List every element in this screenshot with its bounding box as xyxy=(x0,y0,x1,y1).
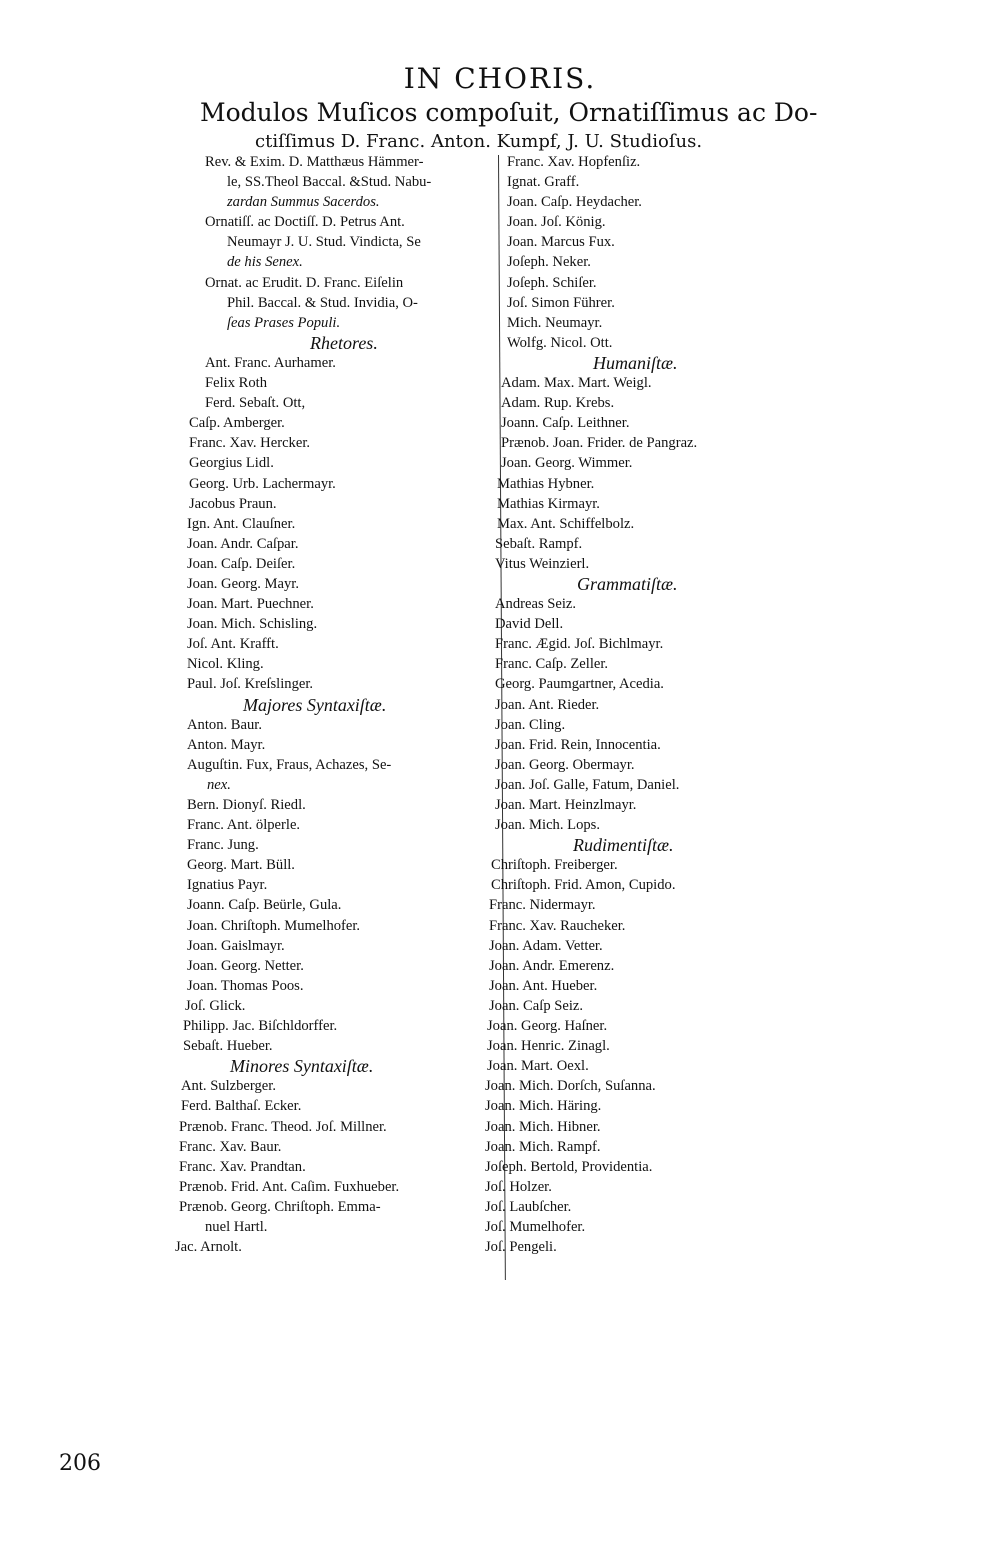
list-item: Joan. Caſp Seiz. xyxy=(489,997,584,1014)
right-column xyxy=(485,152,785,1257)
list-item: de his Senex. xyxy=(227,254,303,271)
list-item: Phil. Baccal. & Stud. Invidia, O- xyxy=(227,294,418,311)
list-item: Prænob. Georg. Chriſtoph. Emma- xyxy=(179,1198,381,1215)
list-item: Wolfg. Nicol. Ott. xyxy=(507,334,613,351)
list-item: Joan. Ant. Rieder. xyxy=(495,696,600,713)
list-item: Sebaſt. Rampf. xyxy=(495,535,583,552)
list-item: Georg. Mart. Büll. xyxy=(187,857,295,874)
list-item: Max. Ant. Schiffelbolz. xyxy=(497,515,635,532)
list-item: Joan. Henric. Zinagl. xyxy=(487,1038,610,1055)
list-item: Ant. Sulzberger. xyxy=(181,1078,276,1095)
list-item: Joan. Mich. Schisling. xyxy=(187,616,318,633)
list-item: Ignat. Graff. xyxy=(507,174,580,191)
list-item: Rev. & Exim. D. Matthæus Hämmer- xyxy=(205,154,424,170)
list-item: Joan. Adam. Vetter. xyxy=(489,937,603,954)
list-item: Joan. Gaislmayr. xyxy=(187,937,285,954)
list-item: Joan. Joſ. Galle, Fatum, Daniel. xyxy=(495,776,680,793)
list-item: Joan. Mich. Lops. xyxy=(495,817,600,834)
list-item: Caſp. Amberger. xyxy=(189,415,285,432)
list-item: Franc. Jung. xyxy=(187,837,259,854)
list-item: Franc. Xav. Hercker. xyxy=(189,435,311,452)
list-item: Auguſtin. Fux, Fraus, Achazes, Se- xyxy=(187,756,392,773)
list-item: nuel Hartl. xyxy=(205,1218,268,1235)
list-item: Joſeph. Bertold, Providentia. xyxy=(485,1158,653,1175)
subtitle-line-2: ctiſſimus D. Franc. Anton. Kumpf, J. U. Studioſus. xyxy=(255,131,703,152)
list-item: Joan. Cling. xyxy=(495,716,566,733)
list-item: Prænob. Franc. Theod. Joſ. Millner. xyxy=(179,1118,387,1135)
section-heading: Humaniſtæ. xyxy=(593,352,678,373)
list-item: Joſ. Glick. xyxy=(185,997,246,1014)
list-item: le, SS.Theol Baccal. &Stud. Nabu- xyxy=(227,174,432,191)
list-item: Ornatiſſ. ac Doctiſſ. D. Petrus Ant. xyxy=(205,214,405,231)
list-item: Joan. Mart. Puechner. xyxy=(187,596,314,613)
list-item: Adam. Rup. Krebs. xyxy=(501,395,615,412)
list-item: Ferd. Balthaſ. Ecker. xyxy=(181,1098,302,1115)
list-item: Joan. Chriſtoph. Mumelhofer. xyxy=(187,917,361,934)
list-item: Paul. Joſ. Kreſslinger. xyxy=(187,676,314,693)
list-item: Franc. Caſp. Zeller. xyxy=(495,656,609,673)
list-item: Joſ. Ant. Krafft. xyxy=(187,636,279,653)
list-item: Franc. Xav. Raucheker. xyxy=(489,917,626,934)
list-item: Joann. Caſp. Leithner. xyxy=(501,415,630,432)
page-title: IN CHORIS. xyxy=(403,62,597,95)
list-item: ſeas Prases Populi. xyxy=(227,314,341,331)
list-item: Joan. Mart. Heinzlmayr. xyxy=(495,797,637,813)
section-heading: Majores Syntaxiſtæ. xyxy=(243,694,387,715)
list-item: Prænob. Frid. Ant. Caſim. Fuxhueber. xyxy=(179,1178,400,1195)
list-item: Joſ. Holzer. xyxy=(485,1178,552,1195)
list-item: Georg. Paumgartner, Acedia. xyxy=(495,676,664,693)
list-item: Franc. Xav. Prandtan. xyxy=(179,1158,306,1175)
list-item: Mathias Kirmayr. xyxy=(497,495,600,512)
list-item: Joan. Mich. Rampf. xyxy=(485,1138,601,1155)
list-item: Joan. Georg. Netter. xyxy=(187,957,304,974)
list-item: Joan. Georg. Obermayr. xyxy=(495,756,635,773)
list-item: Chriſtoph. Frid. Amon, Cupido. xyxy=(491,877,676,894)
list-item: Joſeph. Schiſer. xyxy=(507,274,597,291)
list-item: Joan. Andr. Caſpar. xyxy=(187,535,299,552)
list-item: Joan. Mart. Oexl. xyxy=(487,1058,589,1075)
section-heading: Minores Syntaxiſtæ. xyxy=(230,1056,374,1077)
list-item: Ferd. Sebaſt. Ott, xyxy=(205,395,306,412)
list-item: Jac. Arnolt. xyxy=(175,1239,242,1256)
list-item: Joan. Georg. Mayr. xyxy=(187,575,300,592)
list-item: Philipp. Jac. Biſchldorffer. xyxy=(183,1018,338,1035)
list-item: Joſeph. Neker. xyxy=(507,254,591,271)
list-item: Joan. Mich. Hibner. xyxy=(485,1118,601,1135)
list-item: Georgius Lidl. xyxy=(189,455,274,472)
section-heading: Rudimentiſtæ. xyxy=(573,835,674,856)
list-item: Jacobus Praun. xyxy=(189,495,277,512)
list-item: Prænob. Joan. Frider. de Pangraz. xyxy=(501,435,698,452)
list-item: Franc. Nidermayr. xyxy=(489,897,596,914)
list-item: Vitus Weinzierl. xyxy=(495,555,590,572)
list-item: Felix Roth xyxy=(205,375,268,392)
list-item: Adam. Max. Mart. Weigl. xyxy=(501,375,652,392)
list-item: Joan. Caſp. Deiſer. xyxy=(187,555,296,572)
section-heading: Rhetores. xyxy=(310,332,378,353)
list-item: Joan. Andr. Emerenz. xyxy=(489,957,615,974)
list-item: Chriſtoph. Freiberger. xyxy=(491,857,618,874)
list-item: Bern. Dionyſ. Riedl. xyxy=(187,797,306,813)
list-item: Franc. Ant. ölperle. xyxy=(187,817,301,834)
list-item: Nicol. Kling. xyxy=(187,656,264,673)
list-item: Ant. Franc. Aurhamer. xyxy=(205,354,336,371)
list-item: Franc. Xav. Baur. xyxy=(179,1138,282,1155)
list-item: Joan. Georg. Wimmer. xyxy=(501,455,633,472)
list-item: Anton. Mayr. xyxy=(187,736,266,753)
list-item: Joan. Mich. Häring. xyxy=(485,1098,602,1115)
list-item: Mathias Hybner. xyxy=(497,475,595,492)
list-item: Joan. Caſp. Heydacher. xyxy=(507,194,642,211)
list-item: Ignatius Payr. xyxy=(187,877,268,894)
list-item: Mich. Neumayr. xyxy=(507,314,603,331)
list-item: Joann. Caſp. Beürle, Gula. xyxy=(187,897,342,914)
list-item: nex. xyxy=(207,776,231,793)
list-item: David Dell. xyxy=(495,616,564,633)
list-item: Joan. Georg. Haſner. xyxy=(487,1018,608,1035)
left-column xyxy=(175,152,505,1257)
list-item: Joſ. Mumelhofer. xyxy=(485,1218,586,1235)
list-item: Ornat. ac Erudit. D. Franc. Eiſelin xyxy=(205,274,404,291)
list-item: Franc. Ægid. Joſ. Bichlmayr. xyxy=(495,636,664,653)
list-item: Anton. Baur. xyxy=(187,716,262,733)
list-item: Georg. Urb. Lachermayr. xyxy=(189,475,336,492)
list-item: Joan. Frid. Rein, Innocentia. xyxy=(495,736,661,753)
list-item: Joan. Thomas Poos. xyxy=(187,977,304,994)
subtitle-line-1: Modulos Muſicos compoſuit, Ornatiſſimus ac Do- xyxy=(200,98,818,127)
list-item: Joſ. Simon Führer. xyxy=(507,294,615,311)
list-item: Franc. Xav. Hopfenſiz. xyxy=(507,154,641,170)
list-item: Ign. Ant. Clauſner. xyxy=(187,515,296,532)
list-item: Sebaſt. Hueber. xyxy=(183,1038,273,1055)
list-item: Neumayr J. U. Stud. Vindicta, Se xyxy=(227,234,421,251)
list-item: zardan Summus Sacerdos. xyxy=(227,194,380,211)
section-heading: Grammatiſtæ. xyxy=(577,573,678,594)
list-item: Joſ. Pengeli. xyxy=(485,1239,557,1256)
list-item: Joan. Joſ. König. xyxy=(507,214,606,231)
list-item: Andreas Seiz. xyxy=(495,596,577,613)
list-item: Joan. Ant. Hueber. xyxy=(489,977,598,994)
page-number: 206 xyxy=(59,1451,101,1476)
list-item: Joſ. Laubſcher. xyxy=(485,1198,572,1215)
list-item: Joan. Mich. Dorſch, Suſanna. xyxy=(485,1078,656,1095)
list-item: Joan. Marcus Fux. xyxy=(507,234,615,251)
